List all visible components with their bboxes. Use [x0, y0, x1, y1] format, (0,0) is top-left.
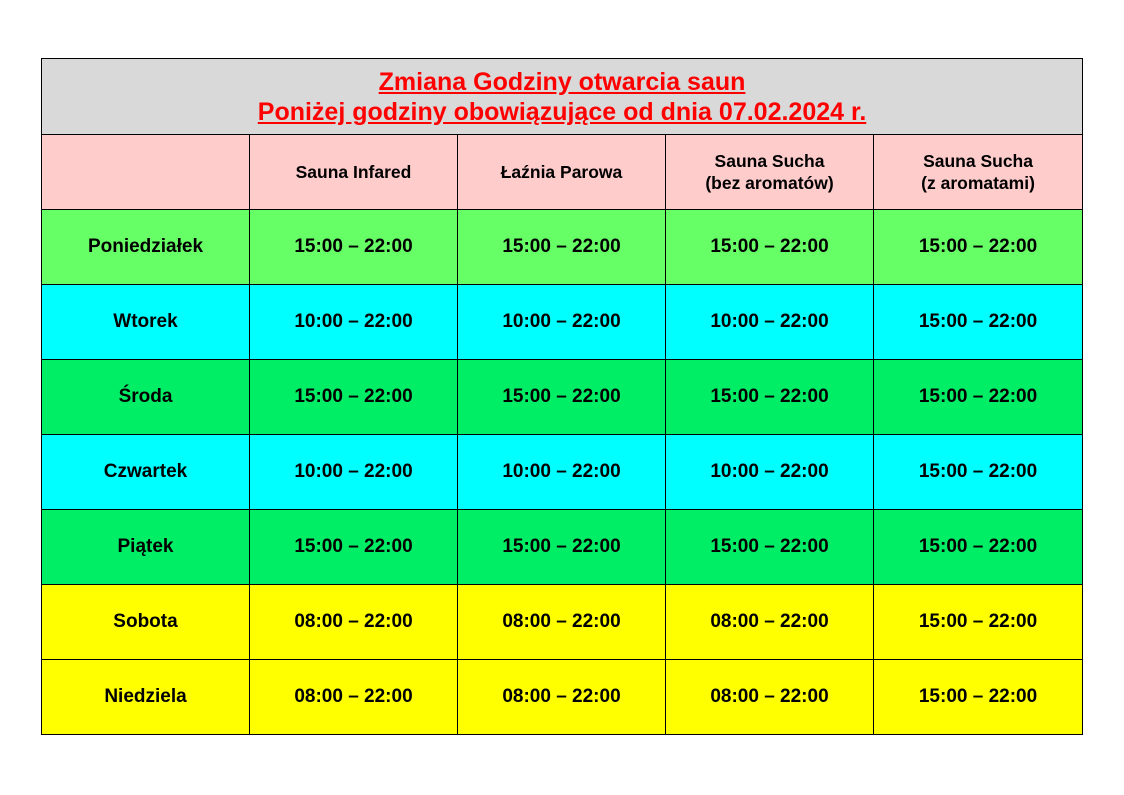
- hours-cell: 15:00 – 22:00: [874, 585, 1083, 660]
- hours-cell: 15:00 – 22:00: [458, 510, 666, 585]
- hours-cell: 10:00 – 22:00: [250, 435, 458, 510]
- hours-cell: 15:00 – 22:00: [666, 510, 874, 585]
- day-cell: Niedziela: [42, 660, 250, 735]
- hours-cell: 08:00 – 22:00: [666, 585, 874, 660]
- hours-cell: 15:00 – 22:00: [666, 360, 874, 435]
- table-row: [42, 285, 1083, 360]
- hours-cell: 15:00 – 22:00: [874, 285, 1083, 360]
- hours-cell: 10:00 – 22:00: [666, 285, 874, 360]
- hours-cell: 08:00 – 22:00: [458, 660, 666, 735]
- hours-cell: 10:00 – 22:00: [666, 435, 874, 510]
- hours-cell: 10:00 – 22:00: [250, 285, 458, 360]
- hours-cell: 15:00 – 22:00: [874, 660, 1083, 735]
- table-row: [42, 360, 1083, 435]
- hours-cell: 10:00 – 22:00: [458, 285, 666, 360]
- table-row: [42, 510, 1083, 585]
- hours-cell: 15:00 – 22:00: [874, 210, 1083, 285]
- title-line-2: Poniżej godziny obowiązujące od dnia 07.02.2024 r.: [257, 97, 867, 126]
- hours-cell: 15:00 – 22:00: [250, 360, 458, 435]
- hours-cell: 10:00 – 22:00: [458, 435, 666, 510]
- day-cell: Poniedziałek: [42, 210, 250, 285]
- header-empty-cell: [42, 135, 250, 210]
- day-cell: Środa: [42, 360, 250, 435]
- sauna-schedule-table: [41, 58, 1083, 735]
- hours-cell: 08:00 – 22:00: [666, 660, 874, 735]
- hours-cell: 08:00 – 22:00: [250, 660, 458, 735]
- day-cell: Czwartek: [42, 435, 250, 510]
- table-row: [42, 660, 1083, 735]
- hours-cell: 15:00 – 22:00: [250, 510, 458, 585]
- header-sauna-infared: Sauna Infared: [250, 135, 458, 210]
- hours-cell: 15:00 – 22:00: [250, 210, 458, 285]
- hours-cell: 08:00 – 22:00: [458, 585, 666, 660]
- day-cell: Wtorek: [42, 285, 250, 360]
- hours-cell: 15:00 – 22:00: [666, 210, 874, 285]
- title-row: [42, 59, 1083, 135]
- title-line-1: Zmiana Godziny otwarcia saun: [378, 67, 746, 96]
- header-dry-sauna-aroma: Sauna Sucha (z aromatami): [874, 135, 1083, 210]
- day-cell: Sobota: [42, 585, 250, 660]
- hours-cell: 08:00 – 22:00: [250, 585, 458, 660]
- hours-cell: 15:00 – 22:00: [874, 435, 1083, 510]
- header-steam-bath: Łaźnia Parowa: [458, 135, 666, 210]
- day-cell: Piątek: [42, 510, 250, 585]
- hours-cell: 15:00 – 22:00: [874, 510, 1083, 585]
- title-cell: [42, 59, 1083, 135]
- hours-cell: 15:00 – 22:00: [458, 360, 666, 435]
- header-dry-sauna-no-aroma: Sauna Sucha (bez aromatów): [666, 135, 874, 210]
- table-row: [42, 585, 1083, 660]
- table-row: [42, 435, 1083, 510]
- hours-cell: 15:00 – 22:00: [874, 360, 1083, 435]
- header-row: [42, 135, 1083, 210]
- hours-cell: 15:00 – 22:00: [458, 210, 666, 285]
- table-row: [42, 210, 1083, 285]
